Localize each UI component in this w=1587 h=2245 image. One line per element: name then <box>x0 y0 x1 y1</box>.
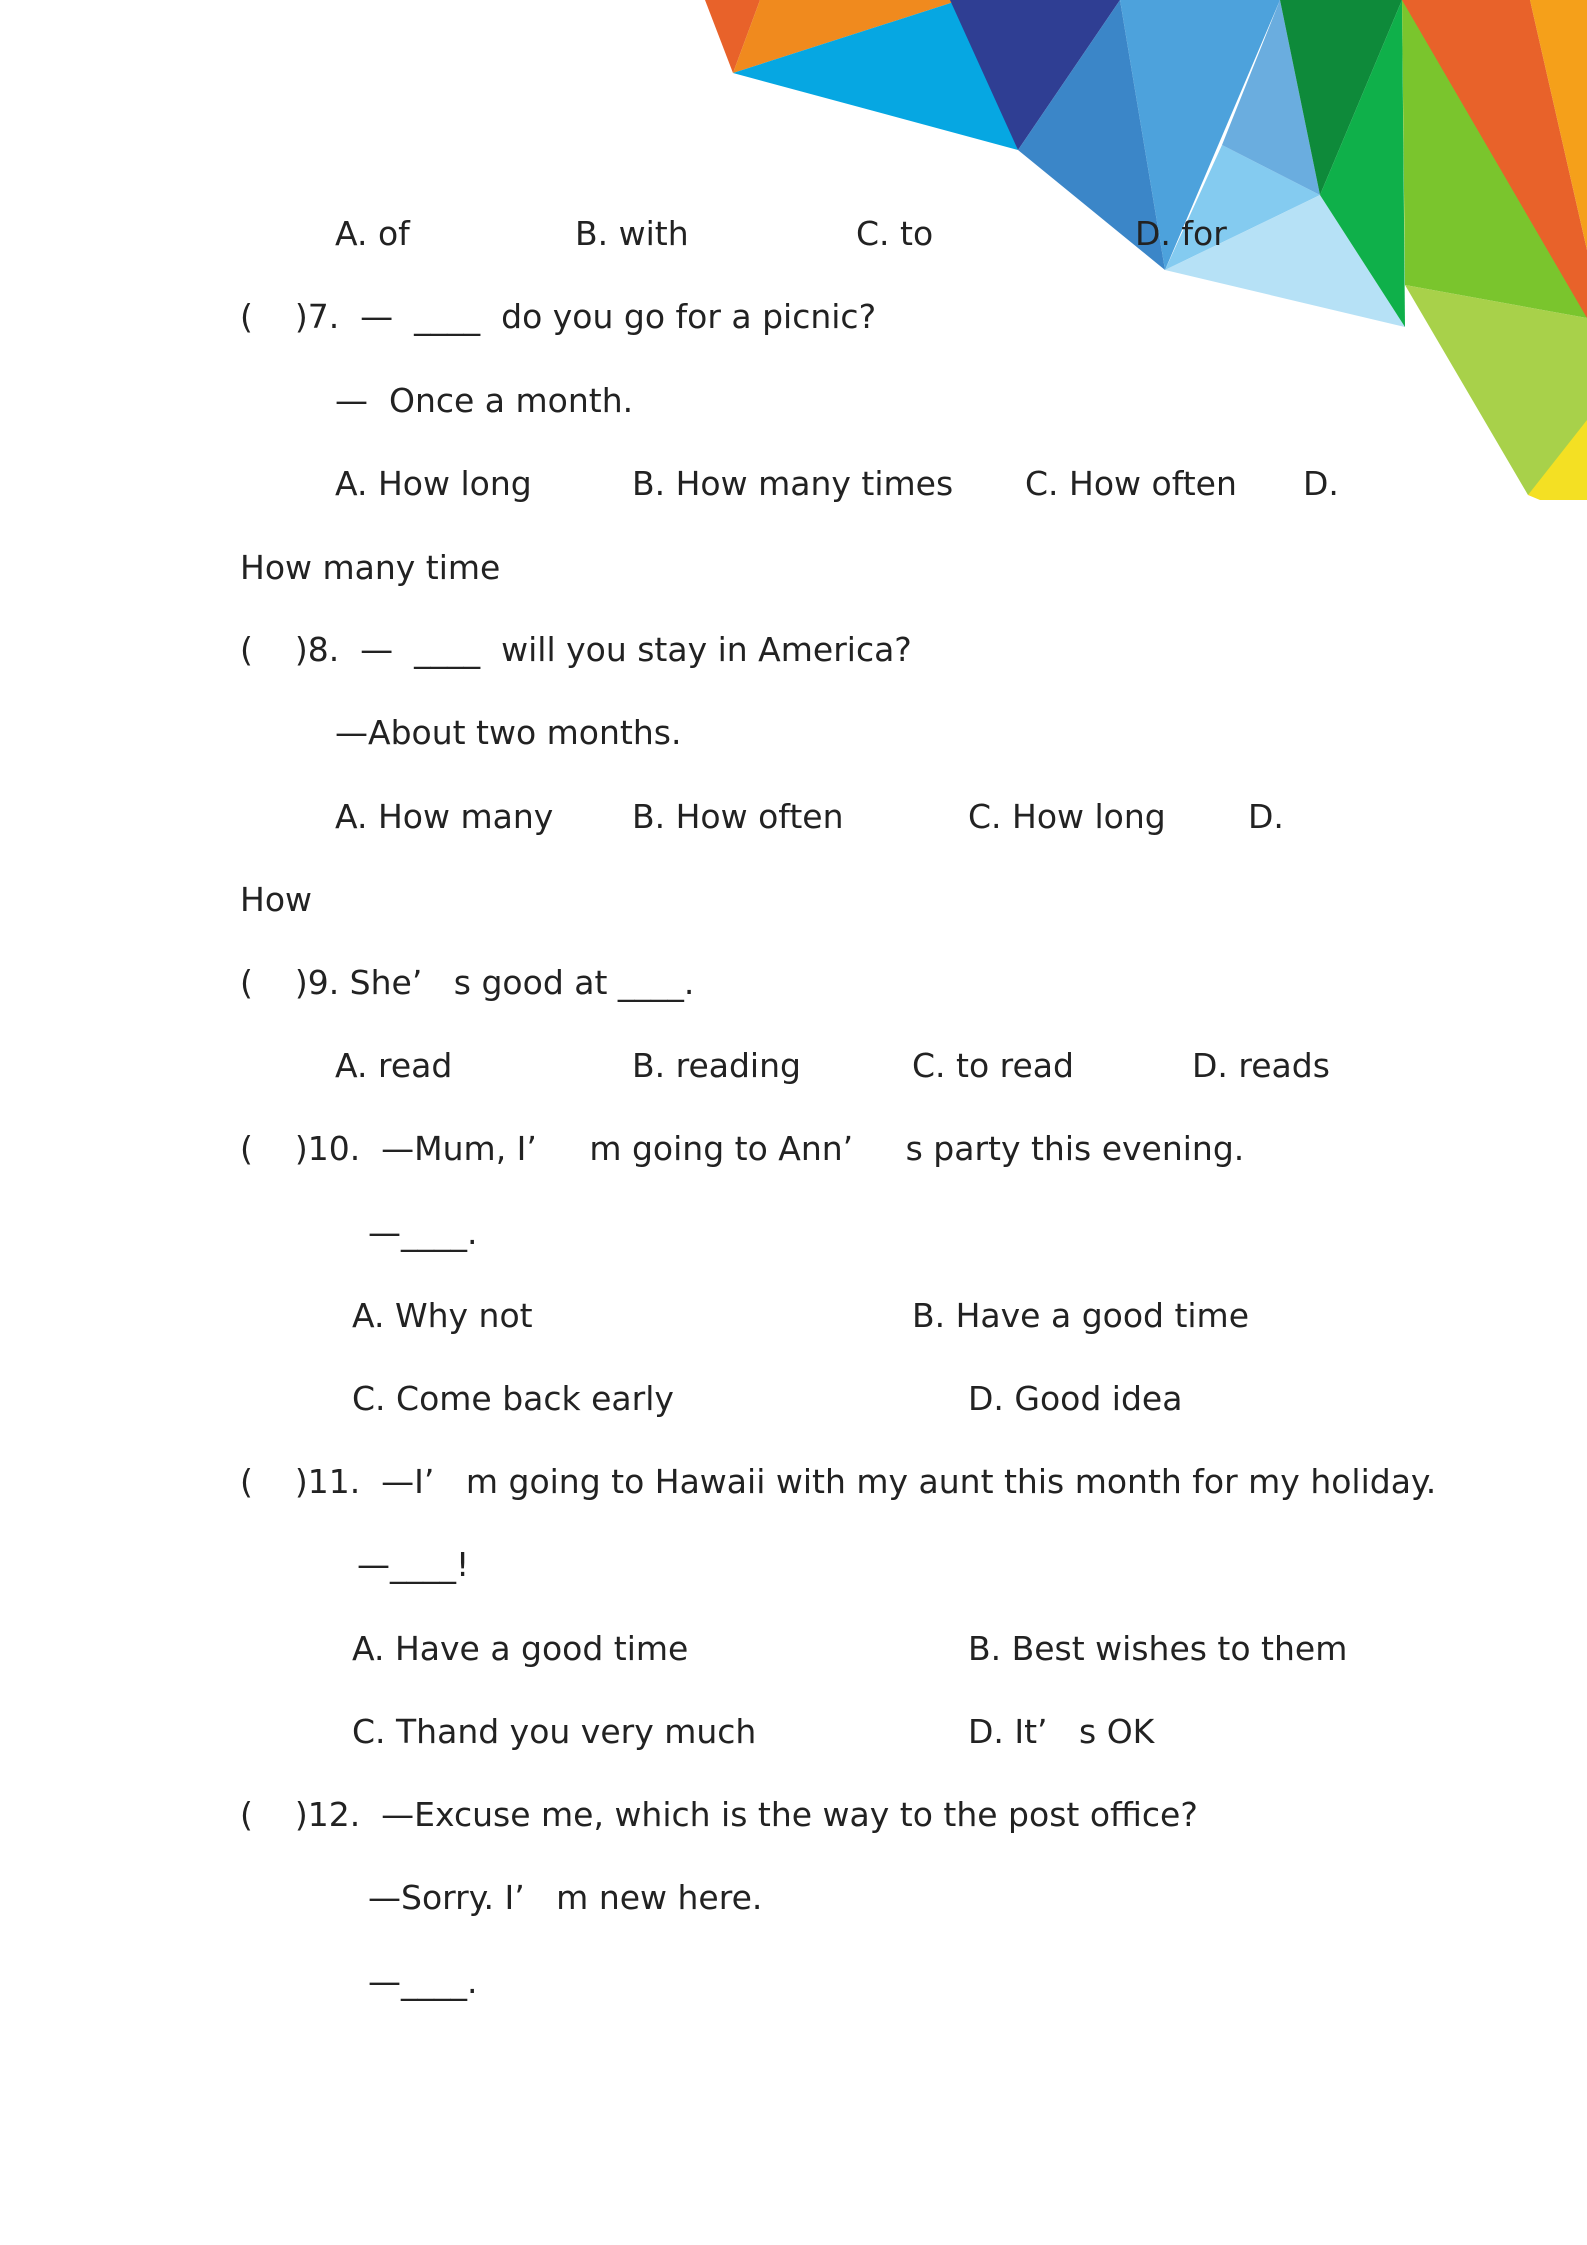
q11-option-b: B. Best wishes to them <box>968 1629 1348 1668</box>
q6-option-d: D. for <box>1135 214 1227 253</box>
q8-option-d-letter: D. <box>1248 797 1284 836</box>
q10-stem: ( )10. —Mum, I’ m going to Ann’ s party this evening. <box>240 1129 1245 1168</box>
q8-stem: ( )8. — ____ will you stay in America? <box>240 630 912 669</box>
q10-option-a: A. Why not <box>352 1296 533 1335</box>
q11-option-a: A. Have a good time <box>352 1629 689 1668</box>
q8-reply: —About two months. <box>335 713 682 752</box>
q7-stem: ( )7. — ____ do you go for a picnic? <box>240 297 877 336</box>
q9-stem: ( )9. She’ s good at ____. <box>240 963 695 1002</box>
q9-option-d: D. reads <box>1192 1046 1330 1085</box>
q7-option-a: A. How long <box>335 464 532 503</box>
q7-option-d-text: How many time <box>240 548 501 587</box>
q11-option-d: D. It’ s OK <box>968 1712 1155 1751</box>
q6-option-c: C. to <box>856 214 934 253</box>
q10-option-b: B. Have a good time <box>912 1296 1250 1335</box>
q7-reply: — Once a month. <box>335 381 634 420</box>
q6-option-a: A. of <box>335 214 410 253</box>
decorative-triangle-banner <box>0 0 1587 500</box>
q11-option-c: C. Thand you very much <box>352 1712 757 1751</box>
q12-reply-1: —Sorry. I’ m new here. <box>368 1878 763 1917</box>
q9-option-a: A. read <box>335 1046 453 1085</box>
q10-reply: —____. <box>368 1213 478 1252</box>
q7-option-d-letter: D. <box>1303 464 1339 503</box>
q12-stem: ( )12. —Excuse me, which is the way to the post office? <box>240 1795 1198 1834</box>
q12-reply-2: —____. <box>368 1962 478 2001</box>
q8-option-a: A. How many <box>335 797 554 836</box>
q8-option-b: B. How often <box>632 797 844 836</box>
q11-stem: ( )11. —I’ m going to Hawaii with my aunt this month for my holiday. <box>240 1462 1437 1501</box>
q10-option-d: D. Good idea <box>968 1379 1183 1418</box>
q10-option-c: C. Come back early <box>352 1379 674 1418</box>
q7-option-c: C. How often <box>1025 464 1237 503</box>
q9-option-b: B. reading <box>632 1046 801 1085</box>
q6-option-b: B. with <box>575 214 689 253</box>
q7-option-b: B. How many times <box>632 464 954 503</box>
q8-option-c: C. How long <box>968 797 1166 836</box>
q11-reply: —____! <box>357 1545 470 1584</box>
q9-option-c: C. to read <box>912 1046 1074 1085</box>
q8-option-d-text: How <box>240 880 312 919</box>
